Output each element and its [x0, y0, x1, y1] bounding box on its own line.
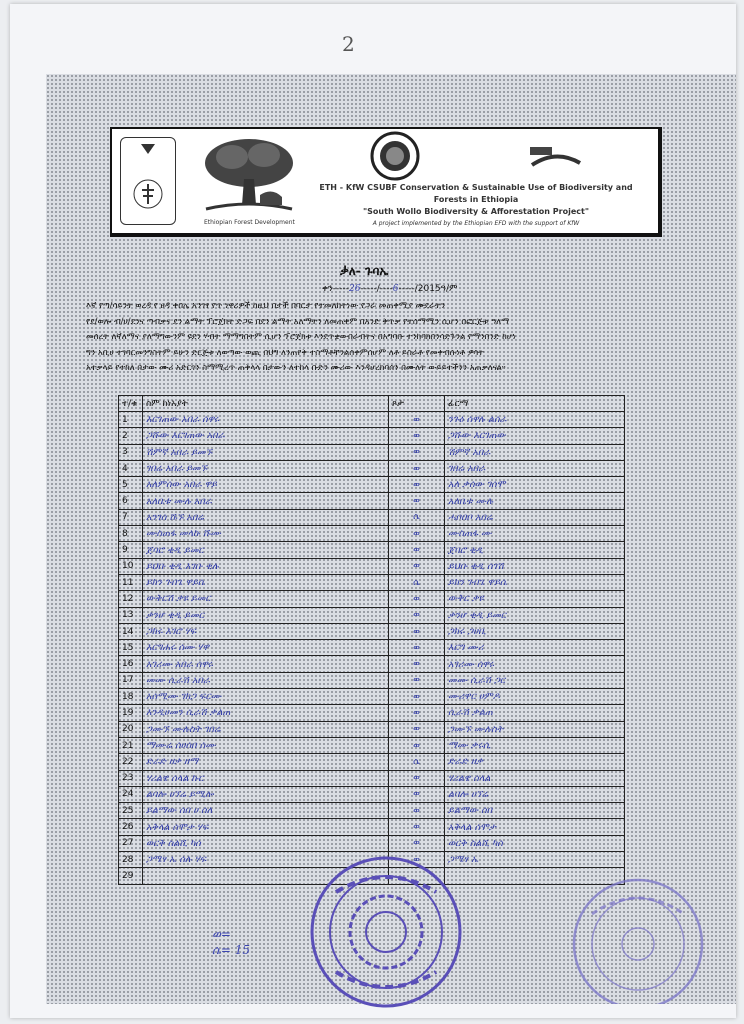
table-row	[119, 428, 625, 444]
row-name: አለቤቱ ሙሉ አበራ	[143, 493, 389, 509]
table-row	[119, 509, 625, 525]
table-row	[119, 574, 625, 590]
row-name: ማሙሬ ሰሀሰበ ሰሙ	[143, 737, 389, 753]
row-sex: ወ	[389, 460, 445, 476]
row-number: 7	[119, 509, 143, 525]
table-row	[119, 493, 625, 509]
row-sex: ሴ	[389, 574, 445, 590]
row-name: ቃንሆ ቂዲ ይመር	[143, 607, 389, 623]
row-number: 14	[119, 623, 143, 639]
table-header-row	[119, 396, 625, 412]
table-row	[119, 737, 625, 753]
row-number: 15	[119, 640, 143, 656]
table-row	[119, 542, 625, 558]
row-signature: ልባሎ ሀኘሬ	[445, 786, 625, 802]
row-sex: ወ	[389, 689, 445, 705]
kfw-logo	[528, 141, 584, 175]
table-row	[119, 689, 625, 705]
table-row	[119, 477, 625, 493]
row-number: 3	[119, 444, 143, 460]
row-signature: ጋሜፃ ኤ	[445, 852, 625, 868]
project-banner	[110, 127, 662, 237]
row-signature: ሃሪልዌ ሰላል	[445, 770, 625, 786]
row-signature: ንጉዕ ሰዋሉ ልሰራ	[445, 412, 625, 428]
row-name: ወርቅ ስልሺ ካሰ	[143, 835, 389, 851]
row-sex: ወ	[389, 803, 445, 819]
row-signature: ወርቅ ስልሺ ካሰ	[445, 835, 625, 851]
table-row	[119, 721, 625, 737]
row-number: 5	[119, 477, 143, 493]
row-number: 13	[119, 607, 143, 623]
row-signature: ጋሹው እርገጠው	[445, 428, 625, 444]
minutes-paragraph: እኛ የጣ/ሳይንት ወረዳ የ ፀዳ ቀበሌ አንገፃ የጥ ነዋሪዎች ከዚህ በታች በባርታ የተመለከትነው የጋራ መጠቀሚያ ሙደራትን የደ/ወሎ ብ/ሀ/ደንና ጣብቃና ደን ልማት ፕሮጀክት ድጋፍ በደን ልማት አለማትን ለመጠቀም በአንድ ቅጥቃ የተሰማሚን ሲሆን በፎርጅቱ ዓለማ መሰረት ለኛለማና ያለማግውንም ዩደን ሃብት ማማግበትም ሲሆን ፕሮጀክቱ እንደጥቋውበራብትና በአግባቡ ተንከባክበንሳድጉንል የማንበንድ ከሆነ ግን አቢሀ ተገባርመንግስትም ይሁን ድርጅቱ ለወጣው ወጪ በህግ ለንጠየቅ ተስማቶቸንልሰቀምሰሆም ለቶ ይስራቶ የመቀብሱነቶ ዎሳት አተቃላይ የተከለ በታው ሙሪ አድርገን ስማሚረጥ ጠቅላላ በታውን ለተከላ ቡድን ሙሪው እንዳሆረክባሰን በሙለት ውይይተችንን አጠቃለናል።	[86, 300, 516, 372]
row-sex: ወ	[389, 672, 445, 688]
row-name: ጋሹው እርገጠው አበራ	[143, 428, 389, 444]
row-number: 27	[119, 835, 143, 851]
row-signature: ማሙ ቃሩሲ	[445, 737, 625, 753]
row-name: ይህቡ ቂዲ እገቡ ቂሉ	[143, 558, 389, 574]
row-signature: ጀባሮ ቂዲ	[445, 542, 625, 558]
row-name: አገሪሙ አበራ ሰዋሩ	[143, 656, 389, 672]
row-sex: ወ	[389, 444, 445, 460]
table-row	[119, 656, 625, 672]
row-number: 26	[119, 819, 143, 835]
row-sex: ወ	[389, 526, 445, 542]
attendance-table	[118, 395, 624, 885]
row-name: ይክን ገብጌ ዋይሴ	[143, 574, 389, 590]
row-name: ልባሎ ሀኘሬ ይሚሎ	[143, 786, 389, 802]
row-sex: ወ	[389, 623, 445, 639]
date-day: 26	[349, 284, 361, 294]
table-row	[119, 819, 625, 835]
row-number: 6	[119, 493, 143, 509]
row-name: ሽምኛ አበራ ይመኙ	[143, 444, 389, 460]
date-year: /2015ዓ/ም	[414, 284, 458, 294]
row-number: 17	[119, 672, 143, 688]
row-signature: ገበሬ አበራ	[445, 460, 625, 476]
date-month: 6	[392, 284, 399, 294]
header-name: ስም ከነአያት	[143, 396, 389, 412]
row-number: 18	[119, 689, 143, 705]
banner-line-1: ETH - KfW CSUBF Conservation & Sustainable Use of Biodiversity and	[319, 183, 633, 192]
document-title: ቃለ- ጉባኤ	[340, 264, 389, 278]
row-name: ጋክሩ እገሮ ሃፍ	[143, 623, 389, 639]
table-row	[119, 803, 625, 819]
table-row	[119, 444, 625, 460]
row-name: ጋሜፃ ኤ ሰሉ ሃፍ	[143, 852, 389, 868]
banner-line-3: "South Wollo Biodiversity & Afforestation Project"	[363, 207, 589, 216]
row-name: ይልማው ሰበ ሀ ሰለ	[143, 803, 389, 819]
row-sex: ወ	[389, 705, 445, 721]
row-name: እርገጠው አበራ ሰዋሩ	[143, 412, 389, 428]
row-name: አለምሰው አበራ ዋይ	[143, 477, 389, 493]
row-number: 19	[119, 705, 143, 721]
table-row	[119, 591, 625, 607]
row-sex: ወ	[389, 835, 445, 851]
row-signature: ሽምኛ አበራ	[445, 444, 625, 460]
row-number: 29	[119, 868, 143, 884]
row-signature: አገሪሙ ሰዋሩ	[445, 656, 625, 672]
row-number: 16	[119, 656, 143, 672]
row-signature: አለቤቱ ሙሉ	[445, 493, 625, 509]
row-sex: ወ	[389, 493, 445, 509]
row-sex: ወ	[389, 656, 445, 672]
row-signature: ሙሪዋር ሀምዶ	[445, 689, 625, 705]
row-name: እርግሐሩ ሰሙ ሃዋ	[143, 640, 389, 656]
row-number: 25	[119, 803, 143, 819]
row-signature: ሓቦበቦ አበሬ	[445, 509, 625, 525]
table-row	[119, 770, 625, 786]
table-row	[119, 672, 625, 688]
row-signature: ሲራሽ ቃልጠ	[445, 705, 625, 721]
row-name: አንገሰ ሹኙ አበሬ	[143, 509, 389, 525]
table-row	[119, 640, 625, 656]
row-signature: መሙ ሲራሽ ጋር	[445, 672, 625, 688]
table-row	[119, 412, 625, 428]
row-sex: ወ	[389, 770, 445, 786]
row-number: 10	[119, 558, 143, 574]
table-row	[119, 607, 625, 623]
row-number: 20	[119, 721, 143, 737]
row-name: እንዲሀመን ሲራሽ ቃልጠ	[143, 705, 389, 721]
row-sex: ወ	[389, 558, 445, 574]
header-number: ተ/ቁ	[119, 396, 143, 412]
forest-label: Ethiopian Forest Development	[204, 219, 295, 226]
row-number: 2	[119, 428, 143, 444]
row-number: 1	[119, 412, 143, 428]
row-name: ሙስጠፋ መላኩ ሹሙ	[143, 526, 389, 542]
round-stamp	[306, 852, 466, 1016]
row-sex: ወ	[389, 721, 445, 737]
row-signature: አለ ቃሰው ገሰሞ	[445, 477, 625, 493]
row-name: ጀባሮ ቂዲ ይመር	[143, 542, 389, 558]
table-row	[119, 526, 625, 542]
date-prefix: ቀን	[322, 284, 333, 294]
row-name: መሙ ሲራሽ አበራ	[143, 672, 389, 688]
row-name: ጋሙኙ ሙሉስት ገበሬ	[143, 721, 389, 737]
table-row	[119, 835, 625, 851]
round-stamp-faint	[564, 874, 712, 1008]
gender-count-note: ወ= ሴ= 15	[212, 927, 251, 957]
row-sex: ወ	[389, 607, 445, 623]
header-signature: ፊርማ	[445, 396, 625, 412]
page-number: 2	[342, 32, 355, 56]
row-signature: እርግ ሙሪ	[445, 640, 625, 656]
row-number: 21	[119, 737, 143, 753]
row-sex: ሴ	[389, 509, 445, 525]
row-sex: ሴ	[389, 754, 445, 770]
row-signature: ጋክሩ ጋሀቢ	[445, 623, 625, 639]
row-number: 22	[119, 754, 143, 770]
date-line: ቀን-----26-----/----6-----/2015ዓ/ም	[322, 284, 458, 294]
row-signature: አቅላል ሰሞታ	[445, 819, 625, 835]
institution-logo	[120, 137, 176, 225]
row-sex: ወ	[389, 786, 445, 802]
table-row	[119, 705, 625, 721]
row-sex: ወ	[389, 640, 445, 656]
row-signature: ጋሙኙ ሙሉስት	[445, 721, 625, 737]
row-number: 23	[119, 770, 143, 786]
row-sex: ወ	[389, 412, 445, 428]
row-number: 11	[119, 574, 143, 590]
table-row	[119, 558, 625, 574]
row-signature: ቃንሆ ቂዲ ይመር	[445, 607, 625, 623]
row-signature: ውቅር ቃዩ	[445, 591, 625, 607]
row-name: ሃሪልዌ ሰላል ኩር	[143, 770, 389, 786]
table-row	[119, 623, 625, 639]
row-sex: ወ	[389, 591, 445, 607]
row-signature: ድራድ ዘቃ	[445, 754, 625, 770]
row-number: 8	[119, 526, 143, 542]
row-sex: ወ	[389, 542, 445, 558]
banner-line-4: A project implemented by the Ethiopian EFD with the support of KfW	[372, 220, 580, 227]
banner-line-2: Forests in Ethiopia	[433, 195, 519, 204]
row-sex: ወ	[389, 428, 445, 444]
row-sex: ወ	[389, 819, 445, 835]
table-row	[119, 460, 625, 476]
row-sex: ወ	[389, 477, 445, 493]
circular-seal-logo	[370, 131, 420, 185]
row-sex: ወ	[389, 852, 445, 868]
row-name: ድራድ ዘቃ ዘማ	[143, 754, 389, 770]
row-name: ውቅርሽ ቃዩ ይመር	[143, 591, 389, 607]
table-row	[119, 754, 625, 770]
row-number: 12	[119, 591, 143, 607]
row-number: 24	[119, 786, 143, 802]
row-sex: ወ	[389, 737, 445, 753]
row-number: 4	[119, 460, 143, 476]
table-row	[119, 786, 625, 802]
header-sex: ጾታ	[389, 396, 445, 412]
row-signature: ሙስጠፋ ሙ	[445, 526, 625, 542]
row-name: ገበሬ አበራ ይመኙ	[143, 460, 389, 476]
row-name: አቅላል ሰሞታ ሃፍ	[143, 819, 389, 835]
row-signature: ይልማው ሰበ	[445, 803, 625, 819]
row-signature: ይህቡ ቂዲ ሰገሽ	[445, 558, 625, 574]
row-signature: ይክን ገብጌ ዋይሴ	[445, 574, 625, 590]
row-name: አሰሚሙ ገክጋ ፍርሙ	[143, 689, 389, 705]
row-number: 9	[119, 542, 143, 558]
row-number: 28	[119, 852, 143, 868]
tree-logo	[202, 135, 296, 221]
